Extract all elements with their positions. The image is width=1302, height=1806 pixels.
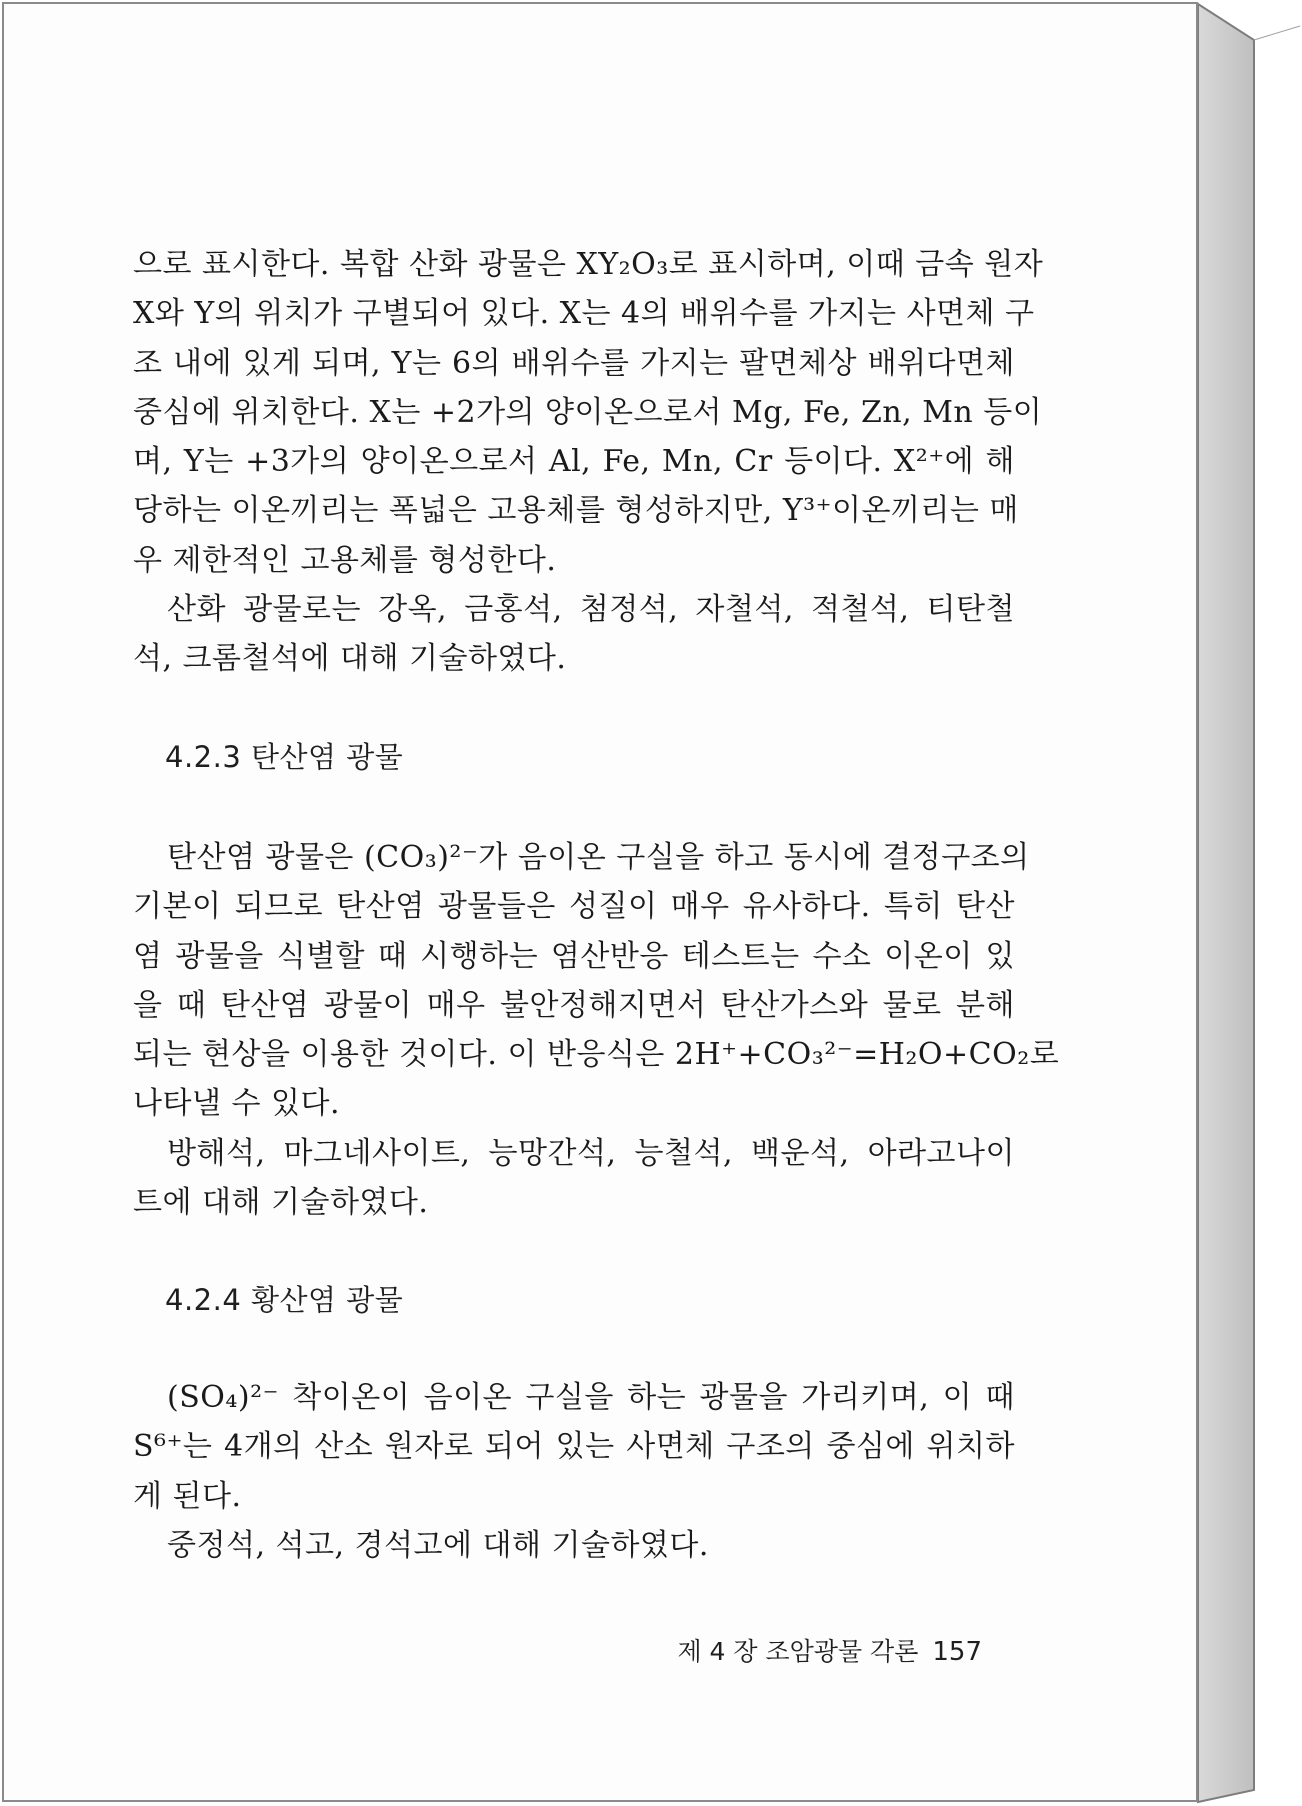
- text-line: 으로 표시한다. 복합 산화 광물은 XY₂O₃로 표시하며, 이때 금속 원자: [133, 247, 1044, 282]
- text-line: 방해석, 마그네사이트, 능망간석, 능철석, 백운석, 아라고나이: [167, 1135, 1015, 1171]
- text-line: S⁶⁺는 4개의 산소 원자로 되어 있는 사면체 구조의 중심에 위치하: [133, 1429, 1015, 1465]
- text-line: 을 때 탄산염 광물이 매우 불안정해지면서 탄산가스와 물로 분해: [133, 987, 1015, 1023]
- text-line: 나타낼 수 있다.: [133, 1086, 340, 1122]
- text-line: (SO₄)²⁻ 착이온이 음이온 구실을 하는 광물을 가리키며, 이 때: [167, 1380, 1015, 1415]
- text-line: 산화 광물로는 강옥, 금홍석, 첨정석, 자철석, 적철석, 티탄철: [167, 592, 1015, 628]
- section-heading-4-2-3: 4.2.3 탄산염 광물: [165, 740, 404, 774]
- text-line: 며, Y는 +3가의 양이온으로서 Al, Fe, Mn, Cr 등이다. X²⁺에 해: [133, 444, 1015, 480]
- section-4-2-3-paragraph: [133, 833, 1060, 1227]
- text-line: 탄산염 광물은 (CO₃)²⁻가 음이온 구실을 하고 동시에 결정구조의: [167, 840, 1030, 875]
- text-line: 게 된다.: [133, 1478, 242, 1514]
- chapter-title: 제 4 장 조암광물 각론: [677, 1637, 919, 1666]
- text-line: 되는 현상을 이용한 것이다. 이 반응식은 2H⁺+CO₃²⁻=H₂O+CO₂로: [133, 1037, 1060, 1073]
- text-line: X와 Y의 위치가 구별되어 있다. X는 4의 배위수를 가지는 사면체 구: [133, 296, 1035, 332]
- text-line: 중정석, 석고, 경석고에 대해 기술하였다.: [167, 1527, 709, 1563]
- text-line: 트에 대해 기술하였다.: [133, 1185, 429, 1221]
- text-line: 중심에 위치한다. X는 +2가의 양이온으로서 Mg, Fe, Zn, Mn 등이: [133, 394, 1043, 430]
- text-line: 기본이 되므로 탄산염 광물들은 성질이 매우 유사하다. 특히 탄산: [133, 889, 1015, 925]
- text-line: 조 내에 있게 되며, Y는 6의 배위수를 가지는 팔면체상 배위다면체: [133, 345, 1015, 381]
- text-line: 염 광물을 식별할 때 시행하는 염산반응 테스트는 수소 이온이 있: [133, 938, 1015, 974]
- page-number: 157: [932, 1637, 982, 1667]
- text-line: 당하는 이온끼리는 폭넓은 고용체를 형성하지만, Y³⁺이온끼리는 매: [133, 493, 1019, 529]
- section-4-2-4-paragraph: [133, 1373, 1015, 1570]
- intro-paragraph: [133, 240, 1044, 684]
- text-line: 석, 크롬철석에 대해 기술하였다.: [133, 641, 567, 677]
- page-footer: [662, 1632, 982, 1668]
- section-heading-4-2-4: 4.2.4 황산염 광물: [165, 1283, 404, 1317]
- text-line: 우 제한적인 고용체를 형성한다.: [133, 542, 557, 578]
